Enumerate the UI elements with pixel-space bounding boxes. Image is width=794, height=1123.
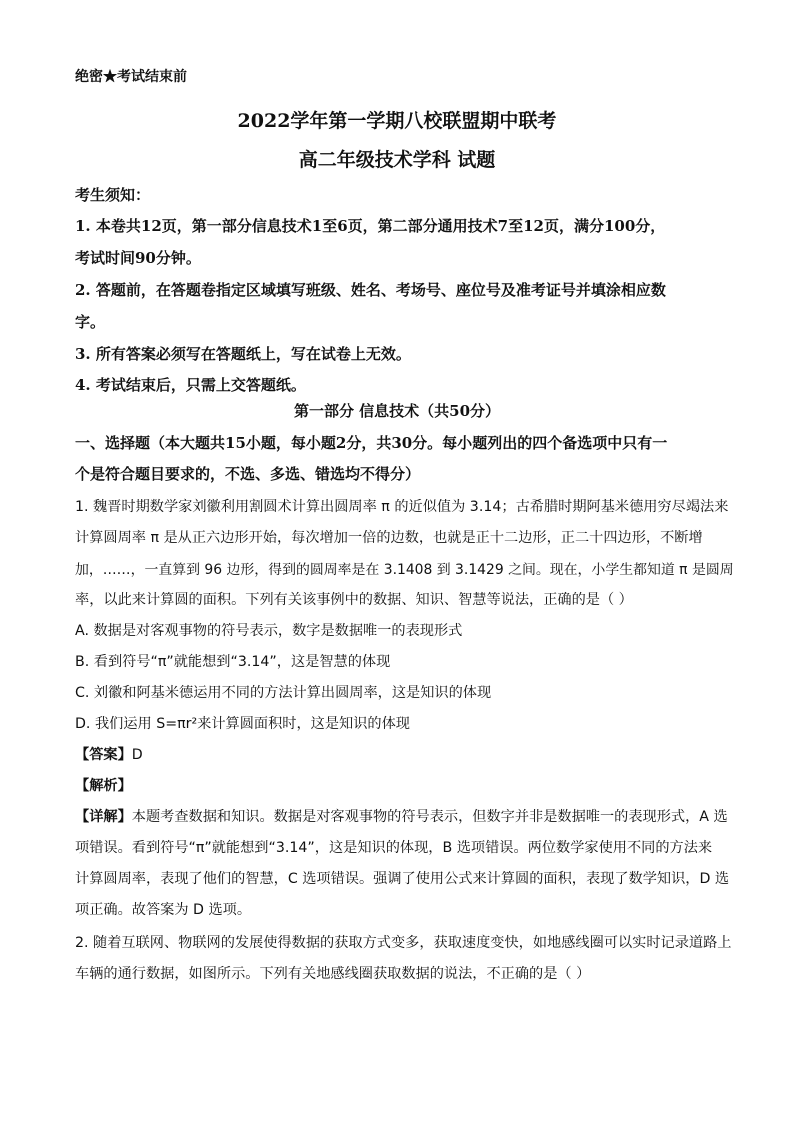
answer-label: 【答案】 bbox=[75, 747, 132, 763]
q1-detail-line-4: 项正确。故答案为 D 选项。 bbox=[75, 902, 252, 918]
exam-subtitle: 高二年级技术学科 试题 bbox=[298, 149, 496, 171]
part1-heading: 第一部分 信息技术（共50分） bbox=[293, 402, 501, 420]
q1-stem-line-4: 率，以此来计算圆的面积。下列有关该事例中的数据、知识、智慧等说法，正确的是（ ） bbox=[75, 592, 633, 608]
section-heading-line-1: 一、选择题（本大题共15小题，每小题2分，共30分。每小题列出的四个备选项中只有一 bbox=[75, 434, 668, 452]
q2-stem-line-2: 车辆的通行数据，如图所示。下列有关地感线圈获取数据的说法，不正确的是（ ） bbox=[75, 966, 591, 982]
q2-stem-line-1: 2. 随着互联网、物联网的发展使得数据的获取方式变多，获取速度变快，如地感线圈可以实时记录道路上 bbox=[75, 935, 732, 951]
q1-option-d: D. 我们运用 S=πr²来计算圆面积时，这是知识的体现 bbox=[75, 716, 410, 732]
q1-detail-line-1 bbox=[75, 806, 728, 826]
q1-analysis-label: 【解析】 bbox=[75, 778, 132, 794]
instruction-2-line-2: 字。 bbox=[75, 313, 106, 331]
detail-label: 【详解】 bbox=[75, 809, 132, 825]
confidential-mark: 绝密★考试结束前 bbox=[75, 69, 187, 85]
q1-detail-line-2: 项错误。看到符号“π”就能想到“3.14”，这是知识的体现，B 选项错误。两位数学家使用不同的方法来 bbox=[75, 840, 713, 856]
instruction-3: 3. 所有答案必须写在答题纸上，写在试卷上无效。 bbox=[75, 345, 411, 363]
instruction-2-line-1: 2. 答题前，在答题卷指定区域填写班级、姓名、考场号、座位号及准考证号并填涂相应数 bbox=[75, 281, 666, 299]
detail-text-1: 本题考查数据和知识。数据是对客观事物的符号表示，但数字并非是数据唯一的表现形式，A 选 bbox=[131, 809, 728, 825]
q1-detail-line-3: 计算圆周率，表现了他们的智慧，C 选项错误。强调了使用公式来计算圆的面积，表现了数学知识，D 选 bbox=[75, 871, 730, 887]
q1-option-c: C. 刘徽和阿基米德运用不同的方法计算出圆周率，这是知识的体现 bbox=[75, 685, 492, 701]
instruction-1-line-1: 1. 本卷共12页，第一部分信息技术1至6页，第二部分通用技术7至12页，满分100分， bbox=[75, 217, 666, 235]
q1-stem-line-2: 计算圆周率 π 是从正六边形开始，每次增加一倍的边数，也就是正十二边形，正二十四边形，不断增 bbox=[75, 530, 703, 546]
section-heading-line-2: 个是符合题目要求的，不选、多选、错选均不得分） bbox=[75, 465, 421, 483]
q1-answer bbox=[75, 744, 143, 764]
exam-title: 2022学年第一学期八校联盟期中联考 bbox=[237, 110, 557, 132]
answer-value: D bbox=[131, 747, 143, 763]
q1-stem-line-1: 1. 魏晋时期数学家刘徽利用割圆术计算出圆周率 π 的近似值为 3.14；古希腊时期阿基米德用穷尽竭法来 bbox=[75, 499, 729, 515]
instruction-1-line-2: 考试时间90分钟。 bbox=[75, 249, 201, 267]
q1-option-a: A. 数据是对客观事物的符号表示，数字是数据唯一的表现形式 bbox=[75, 623, 463, 639]
instruction-4: 4. 考试结束后，只需上交答题纸。 bbox=[75, 376, 306, 394]
q1-stem-line-3: 加，……，一直算到 96 边形，得到的圆周率是在 3.1408 到 3.1429 之间。现在，小学生都知道 π 是圆周 bbox=[75, 562, 734, 578]
q1-option-b: B. 看到符号“π”就能想到“3.14”，这是智慧的体现 bbox=[75, 654, 391, 670]
instructions-heading: 考生须知： bbox=[75, 186, 151, 204]
